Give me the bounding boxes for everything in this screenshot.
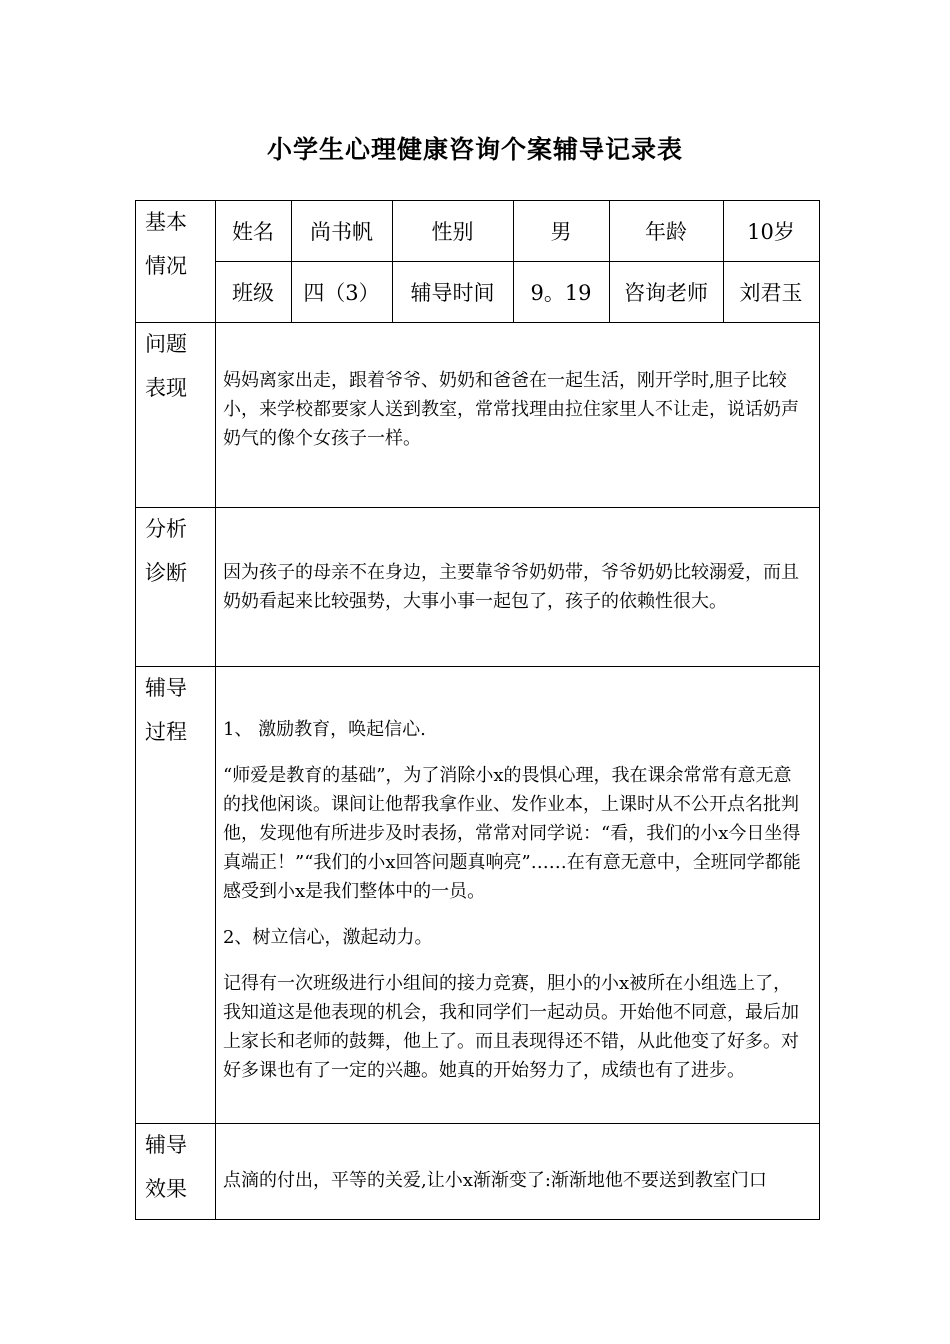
problem-label: 问题 表现 [145,332,187,400]
age-value: 10岁 [747,219,795,244]
row-divider [135,322,820,323]
page-title: 小学生心理健康咨询个案辅导记录表 [266,135,683,164]
time-label: 辅导时间 [410,280,495,305]
form-border-bottom [135,1219,820,1220]
analysis-label: 分析 诊断 [145,517,187,585]
time-value: 9。19 [530,280,592,305]
gender-value: 男 [550,219,572,244]
process-text [223,715,803,1085]
process-step-1: 1、 激励教育，唤起信心. [223,719,426,740]
row-divider [135,507,820,508]
process-label: 辅导 过程 [145,676,187,744]
process-step-2: 2、树立信心，激起动力。 [223,927,433,948]
class-value: 四（3） [303,280,380,305]
problem-text: 妈妈离家出走，跟着爷爷、奶奶和爸爸在一起生活，刚开学时,胆子比较小，来学校都要家人送到教室，常常找理由拉住家里人不让走，说话奶声奶气的像个女孩子一样。 [223,370,799,449]
teacher-label: 咨询老师 [624,280,708,305]
name-value: 尚书帆 [310,219,373,244]
form-border-right [819,200,820,1220]
row-divider [135,666,820,667]
basic-info-label: 基本 情况 [145,210,187,278]
process-paragraph-1: “师爱是教育的基础”，为了消除小x的畏惧心理，我在课余常常有意无意的找他闲谈。课间让他帮我拿作业、发作业本，上课时从不公开点名批判他，发现他有所进步及时表扬，常常对同学说：“看，我们的小x今日坐得真端正！”“我们的小x回答问题真响亮”……在有意无意中，全班同学都能感受到小x是我们整体中的一员。 [223,765,801,902]
class-label: 班级 [232,280,274,305]
row-divider [135,1123,820,1124]
gender-label: 性别 [431,219,474,244]
effect-label: 辅导 效果 [145,1133,187,1201]
age-label: 年龄 [645,219,687,244]
name-label: 姓名 [232,219,274,244]
record-form [135,200,820,1220]
process-paragraph-2: 记得有一次班级进行小组间的接力竞赛，胆小的小x被所在小组选上了，我知道这是他表现的机会，我和同学们一起动员。开始他不同意，最后加上家长和老师的鼓舞，他上了。而且表现得还不错，从此他变了好多。对好多课也有了一定的兴趣。她真的开始努力了，成绩也有了进步。 [223,973,799,1081]
analysis-text: 因为孩子的母亲不在身边，主要靠爷爷奶奶带，爷爷奶奶比较溺爱，而且奶奶看起来比较强势，大事小事一起包了，孩子的依赖性很大。 [223,562,799,612]
col-divider [215,200,216,1220]
teacher-value: 刘君玉 [739,280,803,305]
effect-text: 点滴的付出，平等的关爱,让小x渐渐变了:渐渐地他不要送到教室门口 [223,1170,767,1191]
